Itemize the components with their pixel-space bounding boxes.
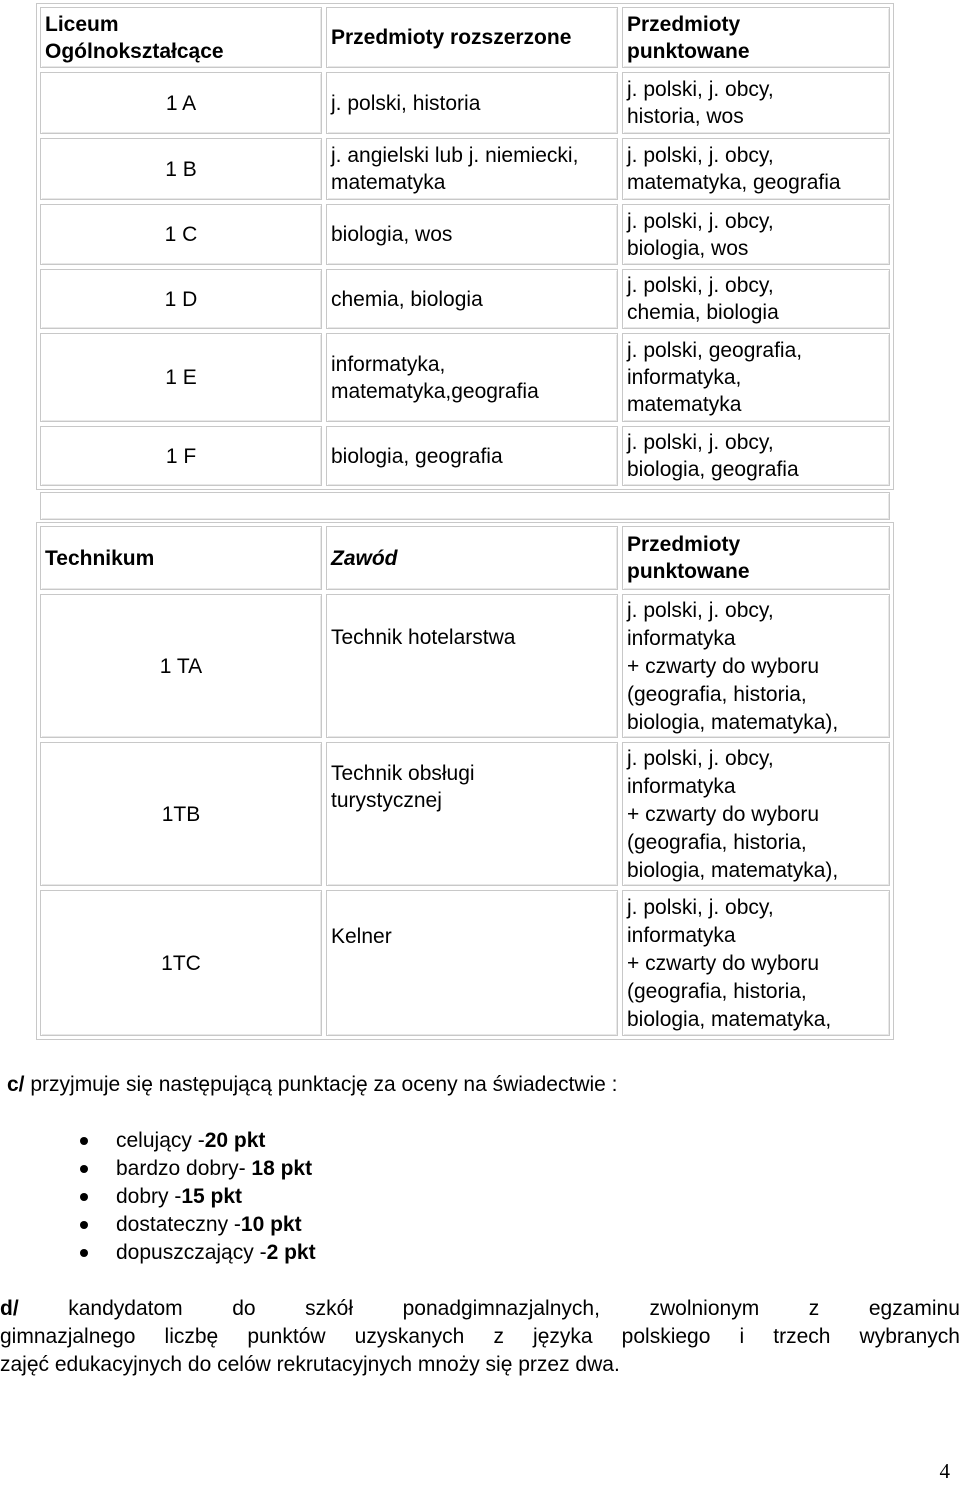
profession-text: Technik obsługi turystycznej: [331, 762, 475, 812]
scored-subjects: j. polski, j. obcy, informatyka + czwarty do wyboru (geografia, historia, biologia, matematyka),: [627, 747, 839, 882]
section-d-text: zajęć edukacyjnych do celów rekrutacyjnych mnoży się przez dwa.: [0, 1353, 620, 1376]
grade-label: dostateczny -: [116, 1213, 241, 1236]
grade-label: celujący -: [116, 1129, 205, 1152]
class-label: 1TB: [161, 802, 201, 826]
liceum-extended-cell: [326, 72, 618, 134]
class-label: 1 E: [165, 366, 197, 389]
word: kandydatom: [68, 1297, 183, 1320]
technikum-class-cell: [40, 742, 322, 886]
technikum-profession-cell: [326, 890, 618, 1036]
grade-points: 15 pkt: [181, 1185, 243, 1208]
grade-label: dopuszczający -: [116, 1241, 267, 1264]
liceum-header-school: [40, 7, 322, 68]
grade-text: [116, 1239, 316, 1266]
header-text: Przedmioty punktowane: [627, 12, 750, 63]
technikum-header-profession: [326, 526, 618, 590]
profession-text: Kelner: [331, 925, 392, 948]
scored-subjects: j. polski, j. obcy, biologia, geografia: [627, 431, 799, 481]
liceum-extended-cell: [326, 333, 618, 422]
word: i: [739, 1325, 745, 1348]
liceum-header-scored: [622, 7, 890, 68]
extended-subjects: j. angielski lub j. niemiecki, matematyka: [331, 144, 579, 194]
scored-subjects: j. polski, j. obcy, chemia, biologia: [627, 274, 779, 324]
technikum-class-cell: [40, 594, 322, 738]
technikum-header-scored: [622, 526, 890, 590]
grade-label: bardzo dobry-: [116, 1157, 252, 1180]
scored-subjects: j. polski, j. obcy, historia, wos: [627, 78, 774, 128]
word: egzaminu: [868, 1297, 960, 1320]
extended-subjects: chemia, biologia: [331, 287, 483, 311]
liceum-extended-cell: [326, 269, 618, 329]
header-text: Zawód: [331, 546, 398, 570]
word: z: [808, 1297, 820, 1320]
liceum-class-cell: [40, 138, 322, 200]
word: wybranych: [859, 1325, 960, 1348]
class-label: 1 TA: [159, 654, 203, 678]
liceum-scored-cell: [622, 204, 890, 265]
grade-text: [116, 1155, 312, 1182]
bullet-icon: [80, 1165, 88, 1173]
word: trzech: [773, 1325, 831, 1348]
grade-points: 10 pkt: [240, 1213, 302, 1236]
liceum-class-cell: [40, 204, 322, 265]
liceum-header-extended: [326, 7, 618, 68]
liceum-scored-cell: [622, 426, 890, 486]
technikum-header-school: [40, 526, 322, 590]
liceum-class-cell: [40, 72, 322, 134]
class-label: 1 F: [165, 444, 197, 468]
header-text: Przedmioty rozszerzone: [331, 26, 572, 49]
page-number: 4: [939, 1459, 950, 1483]
liceum-class-cell: [40, 269, 322, 329]
section-d-line2: [0, 1323, 960, 1350]
word: uzyskanych: [354, 1325, 465, 1348]
grade-text: [116, 1211, 302, 1238]
technikum-scored-cell: [622, 742, 890, 886]
technikum-profession-cell: [326, 742, 618, 886]
extended-subjects: informatyka, matematyka,geografia: [331, 352, 539, 403]
section-d-start: [0, 1295, 19, 1322]
section-d-line1: [0, 1295, 960, 1322]
liceum-class-cell: [40, 333, 322, 422]
word: z: [493, 1325, 504, 1348]
liceum-scored-cell: [622, 72, 890, 134]
scored-subjects: j. polski, j. obcy, informatyka + czwarty do wyboru (geografia, historia, biologia, matematyka,: [627, 896, 832, 1031]
word: zwolnionym: [649, 1297, 760, 1320]
bullet-icon: [80, 1221, 88, 1229]
section-text: przyjmuje się następującą punktację za oceny na świadectwie :: [24, 1073, 618, 1096]
bullet-icon: [80, 1193, 88, 1201]
technikum-scored-cell: [622, 594, 890, 738]
grade-points: 18 pkt: [251, 1157, 313, 1180]
word: do: [232, 1297, 256, 1320]
table-separator: [40, 492, 890, 520]
liceum-extended-cell: [326, 204, 618, 265]
word: szkół: [305, 1297, 354, 1320]
liceum-extended-cell: [326, 138, 618, 200]
scored-subjects: j. polski, j. obcy, biologia, wos: [627, 209, 774, 260]
extended-subjects: biologia, geografia: [331, 444, 503, 468]
class-label: 1 A: [165, 91, 197, 115]
bullet-icon: [80, 1249, 88, 1257]
word: polskiego: [621, 1325, 711, 1348]
grade-text: [116, 1183, 242, 1210]
word: liczbę: [164, 1325, 219, 1348]
grade-text: [116, 1127, 265, 1154]
extended-subjects: biologia, wos: [331, 223, 453, 246]
scored-subjects: j. polski, j. obcy, matematyka, geografia: [627, 144, 841, 194]
section-marker: d/: [0, 1297, 19, 1320]
class-label: 1 C: [164, 223, 198, 246]
header-text: Technikum: [45, 546, 155, 570]
section-c-intro: [7, 1071, 618, 1098]
liceum-scored-cell: [622, 333, 890, 422]
liceum-scored-cell: [622, 138, 890, 200]
section-marker: c/: [7, 1073, 25, 1096]
word: punktów: [247, 1325, 326, 1348]
section-d-line3: [0, 1351, 620, 1378]
grade-label: dobry -: [116, 1185, 182, 1208]
class-label: 1 B: [165, 157, 197, 181]
technikum-class-cell: [40, 890, 322, 1036]
word: ponadgimnazjalnych,: [402, 1297, 600, 1320]
class-label: 1 D: [164, 287, 198, 311]
grade-points: 2 pkt: [266, 1241, 316, 1264]
class-label: 1TC: [161, 951, 201, 975]
grade-points: 20 pkt: [204, 1129, 266, 1152]
word: języka: [533, 1325, 593, 1348]
liceum-extended-cell: [326, 426, 618, 486]
liceum-class-cell: [40, 426, 322, 486]
header-text: Przedmioty punktowane: [627, 533, 750, 583]
scored-subjects: j. polski, geografia, informatyka, matematyka: [627, 339, 803, 416]
profession-text: Technik hotelarstwa: [331, 626, 516, 649]
bullet-icon: [80, 1137, 88, 1145]
extended-subjects: j. polski, historia: [331, 91, 481, 115]
header-text: Liceum Ogólnokształcące: [45, 12, 224, 63]
technikum-scored-cell: [622, 890, 890, 1036]
technikum-profession-cell: [326, 594, 618, 738]
scored-subjects: j. polski, j. obcy, informatyka + czwarty do wyboru (geografia, historia, biologia, matematyka),: [627, 599, 839, 734]
word: gimnazjalnego: [0, 1325, 136, 1348]
liceum-scored-cell: [622, 269, 890, 329]
